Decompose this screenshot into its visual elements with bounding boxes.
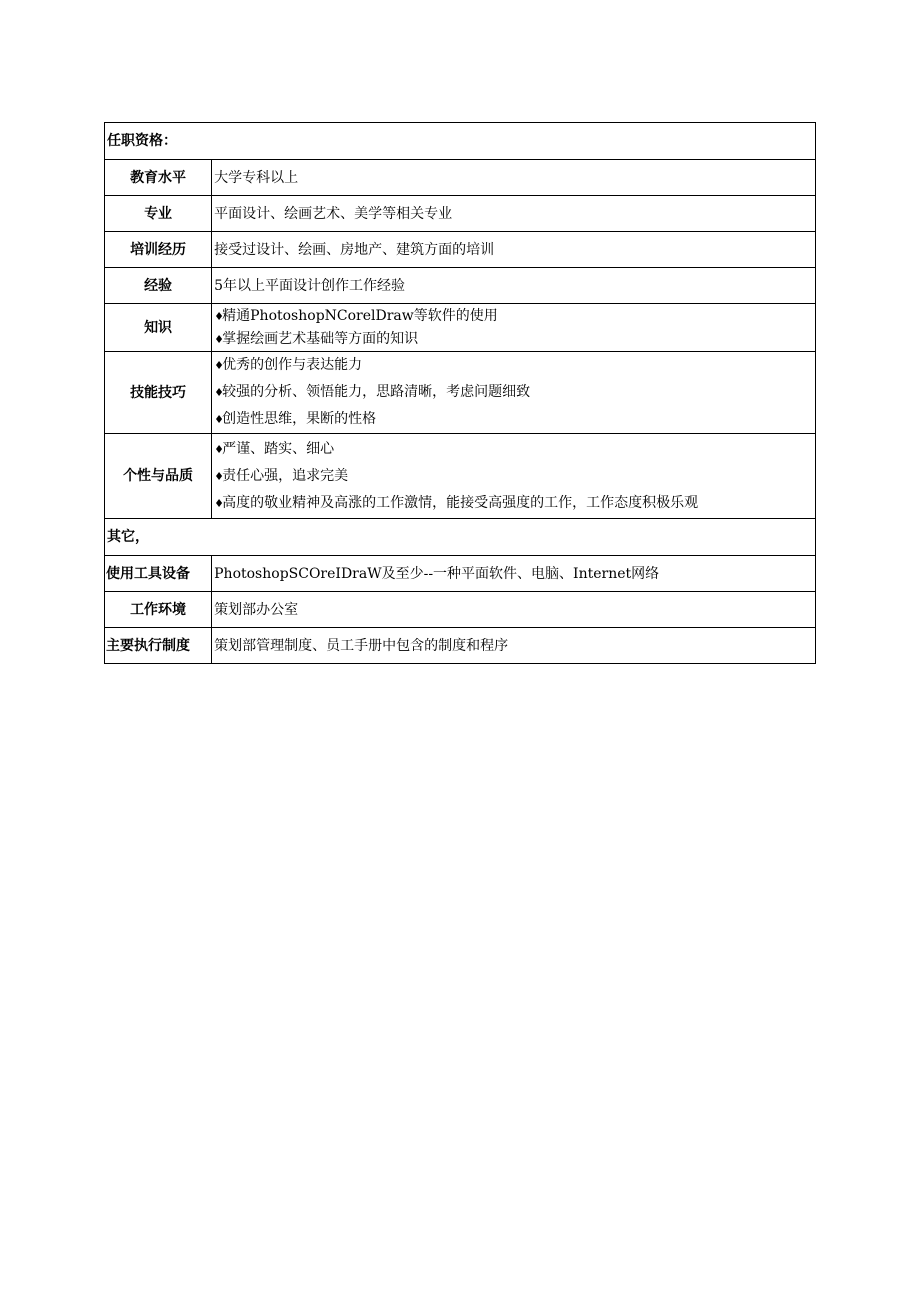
diamond-bullet-icon: ♦ [214, 386, 225, 399]
list-item: ♦创造性思维，果断的性格 [214, 406, 815, 433]
training-value: 接受过设计、绘画、房地产、建筑方面的培训 [212, 232, 816, 268]
environment-value: 策划部办公室 [212, 592, 816, 628]
personality-label: 个性与品质 [105, 434, 212, 519]
diamond-bullet-icon: ♦ [214, 359, 225, 372]
diamond-bullet-icon: ♦ [214, 332, 225, 346]
policies-value: 策划部管理制度、员工手册中包含的制度和程序 [212, 628, 816, 664]
major-label: 专业 [105, 196, 212, 232]
table-row [105, 628, 816, 664]
table-row [105, 268, 816, 304]
list-item: ♦掌握绘画艺术基础等方面的知识 [214, 328, 815, 351]
qualifications-header: 任职资格： [105, 123, 816, 160]
education-value: 大学专科以上 [212, 160, 816, 196]
table-row [105, 232, 816, 268]
major-value: 平面设计、绘画艺术、美学等相关专业 [212, 196, 816, 232]
tools-value: PhotoshopSCOreIDraW及至少--一种平面软件、电脑、Internet网络 [212, 556, 816, 592]
other-header-row [105, 519, 816, 556]
table-row [105, 434, 816, 519]
list-item: ♦较强的分析、领悟能力，思路清晰，考虑问题细致 [214, 379, 815, 406]
skills-value [212, 352, 816, 434]
personality-value [212, 434, 816, 519]
education-label: 教育水平 [105, 160, 212, 196]
diamond-bullet-icon: ♦ [214, 413, 225, 426]
training-label: 培训经历 [105, 232, 212, 268]
table-row [105, 556, 816, 592]
diamond-bullet-icon: ♦ [214, 309, 225, 323]
list-item: ♦精通PhotoshopNCorelDraw等软件的使用 [214, 305, 815, 328]
knowledge-value [212, 304, 816, 352]
environment-label: 工作环境 [105, 592, 212, 628]
other-header: 其它， [105, 519, 816, 556]
diamond-bullet-icon: ♦ [214, 442, 225, 456]
table-row [105, 304, 816, 352]
diamond-bullet-icon: ♦ [214, 496, 225, 510]
list-item: ♦优秀的创作与表达能力 [214, 352, 815, 379]
table-row [105, 160, 816, 196]
qualifications-header-row [105, 123, 816, 160]
table-row [105, 592, 816, 628]
list-item: ♦高度的敬业精神及高涨的工作激情，能接受高强度的工作，工作态度积极乐观 [214, 490, 815, 517]
skills-label: 技能技巧 [105, 352, 212, 434]
experience-label: 经验 [105, 268, 212, 304]
list-item: ♦责任心强，追求完美 [214, 463, 815, 490]
table-row [105, 196, 816, 232]
table-row [105, 352, 816, 434]
list-item: ♦严谨、踏实、细心 [214, 436, 815, 463]
tools-label: 使用工具设备 [105, 556, 212, 592]
knowledge-label: 知识 [105, 304, 212, 352]
experience-value: 5年以上平面设计创作工作经验 [212, 268, 816, 304]
diamond-bullet-icon: ♦ [214, 469, 225, 483]
job-requirements-table [104, 122, 816, 664]
policies-label: 主要执行制度 [105, 628, 212, 664]
